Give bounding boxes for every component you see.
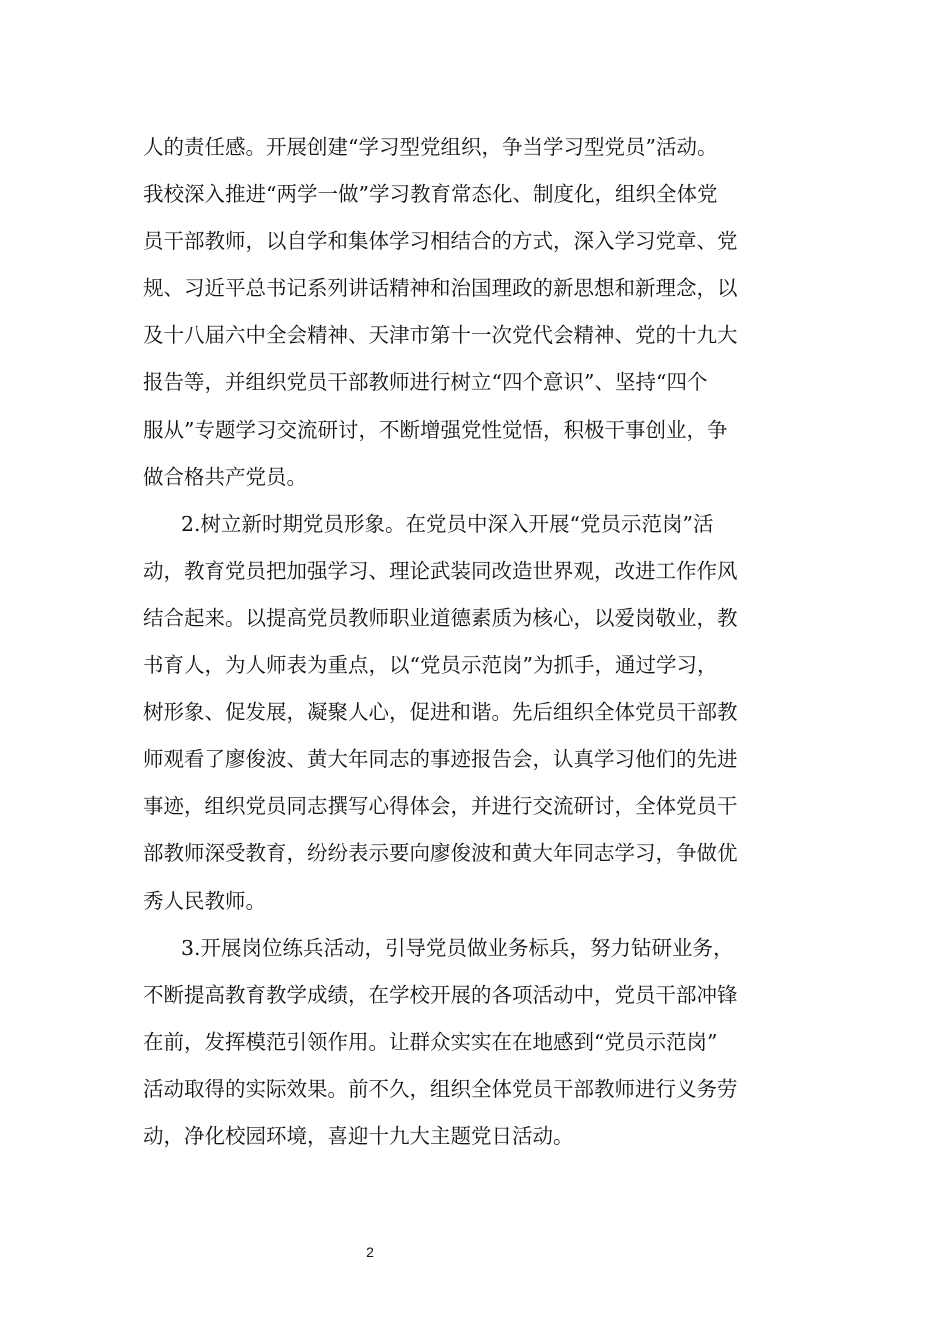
text-line: 规、习近平总书记系列讲话精神和治国理政的新思想和新理念，以 bbox=[143, 276, 738, 301]
text-line: 动，教育党员把加强学习、理论武装同改造世界观，改进工作作风 bbox=[143, 558, 738, 583]
page-number: 2 bbox=[366, 1244, 374, 1260]
text-line: 我校深入推进“两学一做”学习教育常态化、制度化，组织全体党 bbox=[143, 182, 718, 207]
text-line: 及十八届六中全会精神、天津市第十一次党代会精神、党的十九大 bbox=[143, 323, 738, 348]
text-line: 师观看了廖俊波、黄大年同志的事迹报告会，认真学习他们的先进 bbox=[143, 747, 738, 772]
text-line: 在前，发挥模范引领作用。让群众实实在在地感到“党员示范岗” bbox=[143, 1029, 718, 1054]
text-line: 动，净化校园环境，喜迎十九大主题党日活动。 bbox=[143, 1123, 574, 1148]
text-line: 秀人民教师。 bbox=[143, 888, 266, 913]
text-line: 部教师深受教育，纷纷表示要向廖俊波和黄大年同志学习，争做优 bbox=[143, 841, 738, 866]
text-line: 服从”专题学习交流研讨，不断增强党性觉悟，积极干事创业，争 bbox=[143, 417, 728, 442]
text-line: 结合起来。以提高党员教师职业道德素质为核心，以爱岗敬业，教 bbox=[143, 605, 738, 630]
paragraph-start-line: 2.树立新时期党员形象。在党员中深入开展“党员示范岗”活 bbox=[181, 511, 714, 536]
text-line: 做合格共产党员。 bbox=[143, 464, 307, 489]
paragraph-start-line: 3.开展岗位练兵活动，引导党员做业务标兵，努力钻研业务， bbox=[181, 935, 734, 960]
text-line: 活动取得的实际效果。前不久，组织全体党员干部教师进行义务劳 bbox=[143, 1076, 738, 1101]
text-line: 人的责任感。开展创建“学习型党组织，争当学习型党员”活动。 bbox=[143, 135, 718, 159]
text-line: 不断提高教育教学成绩，在学校开展的各项活动中，党员干部冲锋 bbox=[143, 982, 738, 1007]
body-text bbox=[143, 124, 807, 1160]
text-line: 书育人，为人师表为重点，以“党员示范岗”为抓手，通过学习， bbox=[143, 653, 718, 678]
text-line: 事迹，组织党员同志撰写心得体会，并进行交流研讨，全体党员干 bbox=[143, 794, 738, 819]
text-line: 员干部教师，以自学和集体学习相结合的方式，深入学习党章、党 bbox=[143, 229, 738, 254]
text-line: 树形象、促发展，凝聚人心，促进和谐。先后组织全体党员干部教 bbox=[143, 700, 738, 725]
text-line: 报告等，并组织党员干部教师进行树立“四个意识”、坚持“四个 bbox=[143, 370, 708, 395]
